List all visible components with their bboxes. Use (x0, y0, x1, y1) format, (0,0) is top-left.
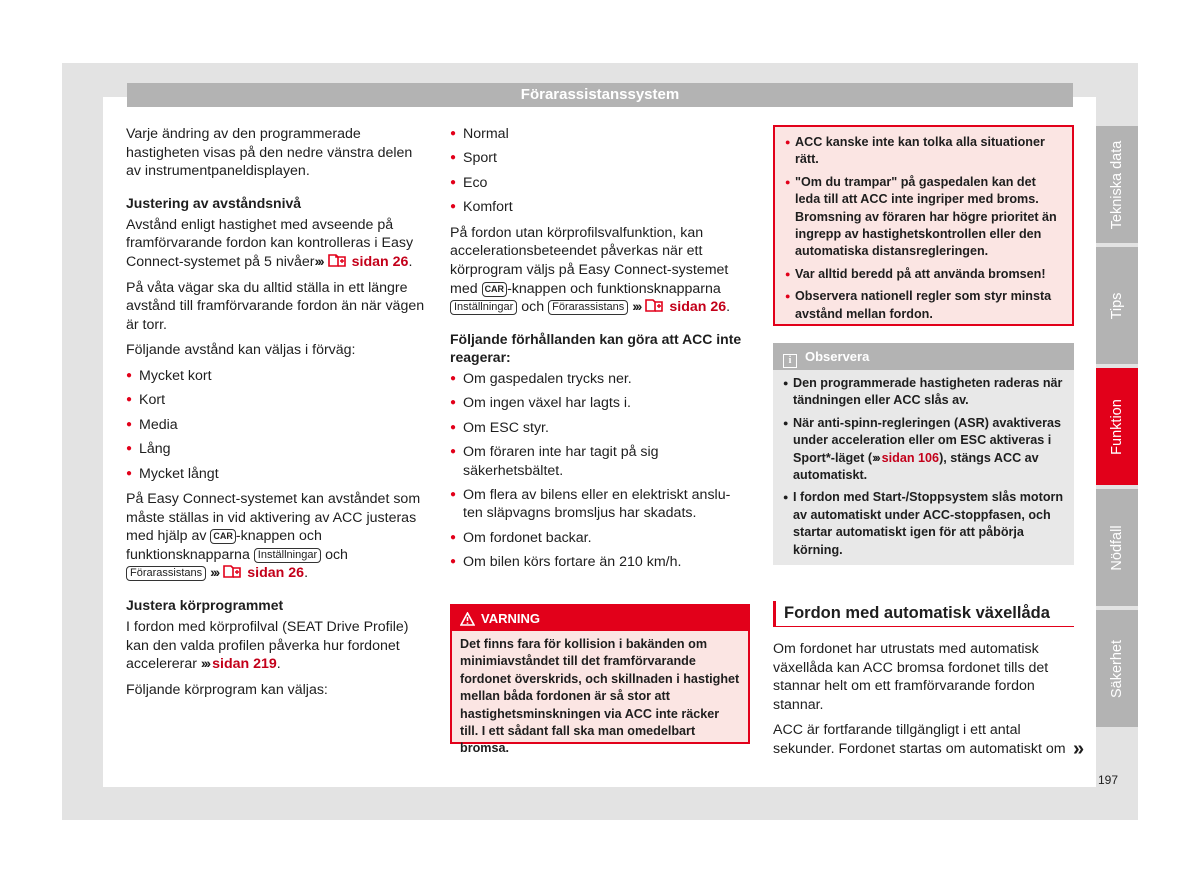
note-body (773, 370, 1074, 559)
page-header: Förarassistanssystem (127, 83, 1073, 107)
list-item: ● Media (126, 416, 428, 435)
arrow-icon: ››› (872, 450, 879, 465)
caution-box (773, 125, 1074, 326)
book-reference-icon (643, 298, 665, 313)
tab-sakerhet[interactable]: Säkerhet (1096, 610, 1138, 727)
note-item: ● Den programmerade hastigheten raderas när tändningen eller ACC slås av. (783, 375, 1064, 410)
note-box (773, 343, 1074, 565)
assist-key: Förarassistans (126, 566, 206, 581)
caution-item: ● ACC kanske inte kan tolka alla situationer rätt. (785, 134, 1062, 169)
page-ref-link[interactable]: sidan 26 (247, 565, 305, 582)
paragraph: Om fordonet har utrustats med automatisk växellåda kan ACC bromsa fordonet tills det stannar helt om ett framförvarande fordon stannar. (773, 641, 1049, 713)
list-item: ● Mycket kort (126, 367, 428, 386)
paragraph: På fordon utan körprofilsvalfunktion, kan accelerationsbeteendet påverkas när ett körprogram väljs på Easy Connect-systemet med CAR -knappen och funktionsknapparna Inställningar och Förarassistans ››› sidan 26. (450, 224, 731, 316)
settings-key: Inställningar (254, 548, 321, 563)
continue-icon: » (1073, 738, 1085, 760)
paragraph: Varje ändring av den programmerade hastigheten visas på den nedre vänstra delen av instrumentpaneldisplayen. (126, 126, 413, 180)
arrow-icon: ››› (200, 656, 210, 673)
subheading: Justera körprogrammet (126, 597, 284, 614)
note-item: ● I fordon med Start-/Stoppsystem slås motorn av automatiskt under ACC-stoppfasen, och startar automatiskt igen för att påbörja körning. (783, 489, 1064, 559)
page-ref-link[interactable]: sidan 106 (881, 450, 940, 465)
warning-text: Det finns fara för kollision i bakänden om minimiavståndet till det framförvarande fordonet överskrids, och skillnaden i hastighet mellan båda fordonen är så stor att hastighetsminskningen via ACC inte räcker till. I ett sådant fall ska man omedelbart bromsa. (460, 637, 740, 756)
page-ref-link[interactable]: sidan 26 (669, 299, 727, 316)
list-item: ● Komfort (450, 198, 750, 217)
tab-nodfall[interactable]: Nödfall (1096, 489, 1138, 606)
paragraph: Följande avstånd kan väljas i förväg: (126, 342, 356, 359)
info-icon: i (783, 354, 797, 368)
note-header (773, 343, 1074, 370)
note-title: Observera (805, 349, 870, 364)
warning-triangle-icon (460, 612, 475, 626)
column-1 (126, 125, 428, 706)
list-item: ● Om gaspedalen trycks ner. (450, 370, 750, 389)
paragraph: I fordon med körprofilval (SEAT Drive Profile) kan den valda profilen påverka hur fordonet accelererar ››› sidan 219. (126, 619, 409, 673)
arrow-icon: ››› (210, 565, 219, 582)
car-key-icon: CAR (210, 529, 236, 544)
assist-key: Förarassistans (548, 300, 628, 315)
car-key-icon: CAR (482, 282, 508, 297)
page-ref-link[interactable]: sidan 26 (351, 253, 409, 270)
list-item: ● Mycket långt (126, 465, 428, 484)
paragraph: På våta vägar ska du alltid ställa in ett längre avstånd till framförvarande fordon än när vägen är torr. (126, 279, 425, 333)
list-item: ● Sport (450, 149, 750, 168)
list-item: ● Normal (450, 125, 750, 144)
list-item: ● Om ESC styr. (450, 419, 750, 438)
list-item: ● Om ingen växel har lagts i. (450, 394, 750, 413)
section-body (773, 640, 1074, 766)
warning-title: VARNING (481, 611, 540, 626)
arrow-icon: ››› (632, 299, 641, 316)
note-item: ● När anti-spinn-regleringen (ASR) avaktiveras under acceleration eller om ESC aktiveras i Sport*-läget (››› sidan 106), stängs ACC av automatiskt. (783, 415, 1064, 485)
list-item: ● Kort (126, 391, 428, 410)
caution-item: ● Observera nationell regler som styr minsta avstånd mellan fordon. (785, 288, 1062, 323)
page-ref-link[interactable]: sidan 219 (212, 656, 277, 673)
book-reference-icon (221, 564, 243, 579)
list-item: ● Om föraren inte har tagit på sig säkerhetsbältet. (450, 443, 750, 480)
list-item: ● Lång (126, 440, 428, 459)
condition-list (450, 370, 750, 572)
tab-funktion[interactable]: Funktion (1096, 368, 1138, 485)
page-number: 197 (1098, 773, 1119, 787)
subheading: Följande förhållanden kan göra att ACC inte reagerar: (450, 330, 742, 365)
distance-list (126, 367, 428, 483)
tab-tekniska-data[interactable]: Tekniska data (1096, 126, 1138, 243)
settings-key: Inställningar (450, 300, 517, 315)
paragraph: Avstånd enligt hastighet med avseende på framförvarande fordon kan kontrolleras i Easy Connect-systemet på 5 nivåer››› sidan 26. (126, 216, 414, 270)
warning-header (452, 606, 748, 631)
subheading: Justering av avståndsnivå (126, 194, 302, 211)
list-item: ● Eco (450, 174, 750, 193)
warning-box (450, 604, 750, 756)
caution-item: ● Var alltid beredd på att använda bromsen! (785, 266, 1062, 283)
arrow-icon: ››› (314, 253, 323, 270)
paragraph: ACC är fortfarande tillgängligt i ett antal sekunder. Fordonet startas om automatiskt om (773, 722, 1066, 757)
section-title: Fordon med automatisk växellåda (773, 601, 1074, 627)
list-item: ● Om flera av bilens eller en elektriskt anslu-ten släpvagns bromsljus har skadats. (450, 486, 750, 523)
caution-item: ● "Om du trampar" på gaspedalen kan det leda till att ACC inte ingriper med broms. Bromsning av föraren har högre prioritet än ingrepp av hastighetskontrollen eller den automatiska distansregleringen. (785, 174, 1062, 261)
list-item: ● Om fordonet backar. (450, 529, 750, 548)
book-reference-icon (326, 253, 348, 268)
paragraph: Följande körprogram kan väljas: (126, 681, 328, 698)
column-2 (450, 125, 750, 579)
list-item: ● Om bilen körs fortare än 210 km/h. (450, 553, 750, 572)
paragraph: På Easy Connect-systemet kan avståndet som måste ställas in vid aktivering av ACC justeras med hjälp av CAR -knappen och funktionsknapparna Inställningar och Förarassistans ››› sidan 26. (126, 491, 421, 582)
program-list (450, 125, 750, 217)
tab-tips[interactable]: Tips (1096, 247, 1138, 364)
page-reference[interactable] (314, 254, 408, 270)
